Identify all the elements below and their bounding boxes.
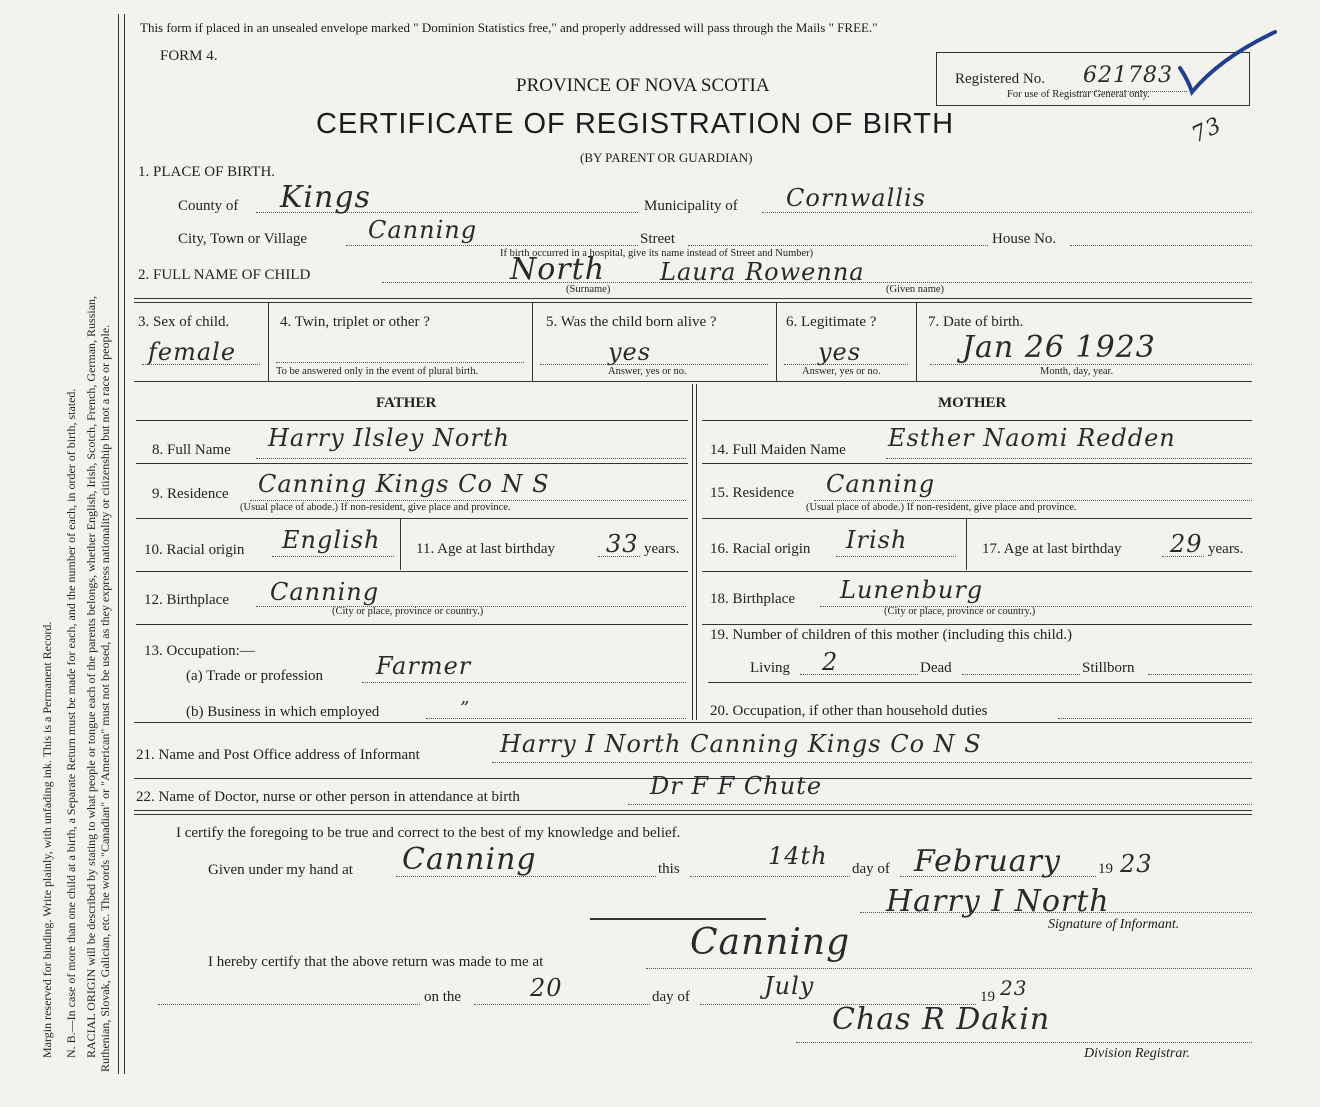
given-under-label: Given under my hand at	[208, 862, 353, 878]
informant-value: Harry I North Canning Kings Co N S	[500, 730, 982, 758]
father-birthplace-note: (City or place, province or country.)	[332, 606, 484, 617]
year-prefix: 19	[1098, 861, 1113, 877]
street-label: Street	[640, 231, 675, 247]
mother-name-label: 14. Full Maiden Name	[710, 442, 846, 458]
house-number-label: House No.	[992, 231, 1057, 247]
surname-caption: (Surname)	[566, 284, 611, 295]
legitimate-label: 6. Legitimate ?	[786, 314, 877, 330]
division-registrar-label: Division Registrar.	[1084, 1046, 1190, 1061]
given-place: Canning	[402, 842, 537, 877]
dob-note: Month, day, year.	[1040, 366, 1114, 377]
father-residence-label: 9. Residence	[152, 486, 229, 502]
registrar-note: For use of Registrar General only.	[1007, 89, 1150, 100]
born-alive-value: yes	[608, 338, 652, 366]
mother-age-years: years.	[1208, 541, 1244, 557]
given-year: 23	[1120, 850, 1153, 878]
father-name-label: 8. Full Name	[152, 442, 231, 458]
mother-age-value: 29	[1170, 530, 1203, 558]
twin-note: To be answered only in the event of plural birth.	[276, 366, 479, 377]
dead-label: Dead	[920, 660, 952, 676]
child-given-name: Laura Rowenna	[660, 258, 865, 286]
return-day: 20	[530, 974, 563, 1002]
father-age-years: years.	[644, 541, 680, 557]
municipality-value: Cornwallis	[786, 184, 926, 212]
sex-value: female	[148, 338, 237, 366]
on-the-label: on the	[424, 989, 462, 1005]
born-alive-label: 5. Was the child born alive ?	[546, 314, 717, 330]
binding-rule	[118, 14, 119, 1074]
registrar-signature: Chas R Dakin	[832, 1002, 1051, 1037]
dob-label: 7. Date of birth.	[928, 314, 1024, 330]
corner-mark: 73	[1188, 112, 1226, 149]
margin-note-binding: Margin reserved for binding. Write plainly, with unfading ink. This is a Permanent Record.	[40, 621, 54, 1058]
given-day: 14th	[768, 842, 828, 870]
mother-residence-label: 15. Residence	[710, 485, 795, 501]
doctor-label: 22. Name of Doctor, nurse or other person in attendance at birth	[136, 789, 520, 805]
trade-label: (a) Trade or profession	[186, 668, 324, 684]
mother-heading: MOTHER	[938, 395, 1007, 411]
doctor-value: Dr F F Chute	[650, 772, 823, 800]
margin-note-racial-origin-cont: Ruthenian, Slovak, Galician, etc. The words "Canadian" or "American" must not be used, as they express nationality or citizenship but not a race or people.	[98, 324, 112, 1072]
occupation-label: 13. Occupation:—	[144, 643, 255, 659]
mother-occupation-label: 20. Occupation, if other than household duties	[710, 703, 988, 719]
certificate-title: CERTIFICATE OF REGISTRATION OF BIRTH	[316, 108, 955, 140]
certify-statement: I certify the foregoing to be true and correct to the best of my knowledge and belief.	[176, 825, 681, 841]
trade-value: Farmer	[376, 652, 472, 680]
mother-age-label: 17. Age at last birthday	[982, 541, 1122, 557]
business-value: ”	[460, 698, 471, 719]
father-residence-note: (Usual place of abode.) If non-resident, give place and province.	[240, 502, 511, 513]
father-name-value: Harry Ilsley North	[268, 424, 510, 452]
father-birthplace-value: Canning	[270, 578, 380, 606]
mother-birthplace-note: (City or place, province or country.)	[884, 606, 1036, 617]
informant-signature: Harry I North	[886, 884, 1110, 919]
dob-value: Jan 26 1923	[962, 330, 1156, 365]
father-birthplace-label: 12. Birthplace	[144, 592, 229, 608]
father-heading: FATHER	[376, 395, 437, 411]
margin-note-racial-origin: RACIAL ORIGIN will be described by stating to what people or tongue each of the parents belongs, whether English, Irish, Scotch, French, German, Russian,	[84, 295, 98, 1058]
return-day-of-label: day of	[652, 989, 690, 1005]
mother-residence-value: Canning	[826, 470, 936, 498]
mother-birthplace-label: 18. Birthplace	[710, 591, 795, 607]
informant-signature-label: Signature of Informant.	[1048, 917, 1180, 932]
hospital-note: If birth occurred in a hospital, give its name instead of Street and Number)	[500, 248, 814, 259]
stillborn-label: Stillborn	[1082, 660, 1135, 676]
check-mark-icon	[1170, 28, 1280, 108]
father-age-value: 33	[606, 530, 639, 558]
father-racial-value: English	[282, 526, 381, 554]
legitimate-value: yes	[818, 338, 862, 366]
mother-residence-note: (Usual place of abode.) If non-resident, give place and province.	[806, 502, 1077, 513]
children-count-label: 19. Number of children of this mother (including this child.)	[710, 627, 1073, 643]
mother-name-value: Esther Naomi Redden	[888, 424, 1176, 452]
return-place: Canning	[690, 922, 851, 963]
county-label: County of	[178, 198, 239, 214]
city-label: City, Town or Village	[178, 231, 308, 247]
sex-label: 3. Sex of child.	[138, 314, 230, 330]
born-alive-note: Answer, yes or no.	[608, 366, 687, 377]
binding-rule-inner	[124, 14, 125, 1074]
province-heading: PROVINCE OF NOVA SCOTIA	[516, 75, 770, 96]
county-value: Kings	[280, 180, 371, 215]
child-surname: North	[510, 252, 606, 287]
day-of-label: day of	[852, 861, 890, 877]
registered-number: 621783	[1083, 63, 1173, 88]
margin-note-multiple-births: N. B.—In case of more than one child at a birth, a Separate Return must be made for each, and the number of each, in order of birth, stated.	[64, 388, 78, 1058]
municipality-label: Municipality of	[644, 198, 738, 214]
return-month: July	[764, 972, 815, 1000]
business-label: (b) Business in which employed	[186, 704, 380, 720]
mother-racial-value: Irish	[846, 526, 908, 554]
given-name-caption: (Given name)	[886, 284, 945, 295]
living-value: 2	[822, 648, 839, 676]
child-name-label: 2. FULL NAME OF CHILD	[138, 267, 311, 283]
place-of-birth-heading: 1. PLACE OF BIRTH.	[138, 164, 276, 180]
twin-label: 4. Twin, triplet or other ?	[280, 314, 430, 330]
mother-racial-label: 16. Racial origin	[710, 541, 811, 557]
certificate-subtitle: (BY PARENT OR GUARDIAN)	[580, 150, 753, 165]
mail-notice: This form if placed in an unsealed envelope marked " Dominion Statistics free," and properly addressed will pass through the Mails " FREE."	[140, 20, 878, 35]
city-value: Canning	[368, 216, 478, 244]
father-residence-value: Canning Kings Co N S	[258, 470, 550, 498]
father-age-label: 11. Age at last birthday	[416, 541, 555, 557]
this-label: this	[658, 861, 680, 877]
living-label: Living	[750, 660, 790, 676]
mother-birthplace-value: Lunenburg	[840, 576, 984, 604]
father-racial-label: 10. Racial origin	[144, 542, 245, 558]
legitimate-note: Answer, yes or no.	[802, 366, 881, 377]
form-number: FORM 4.	[160, 48, 218, 64]
informant-label: 21. Name and Post Office address of Informant	[136, 747, 420, 763]
return-year: 23	[1000, 976, 1028, 1000]
registered-label: Registered No.	[955, 71, 1045, 87]
given-month: February	[914, 844, 1061, 879]
return-label: I hereby certify that the above return was made to me at	[208, 954, 544, 970]
return-year-prefix: 19	[980, 989, 995, 1005]
